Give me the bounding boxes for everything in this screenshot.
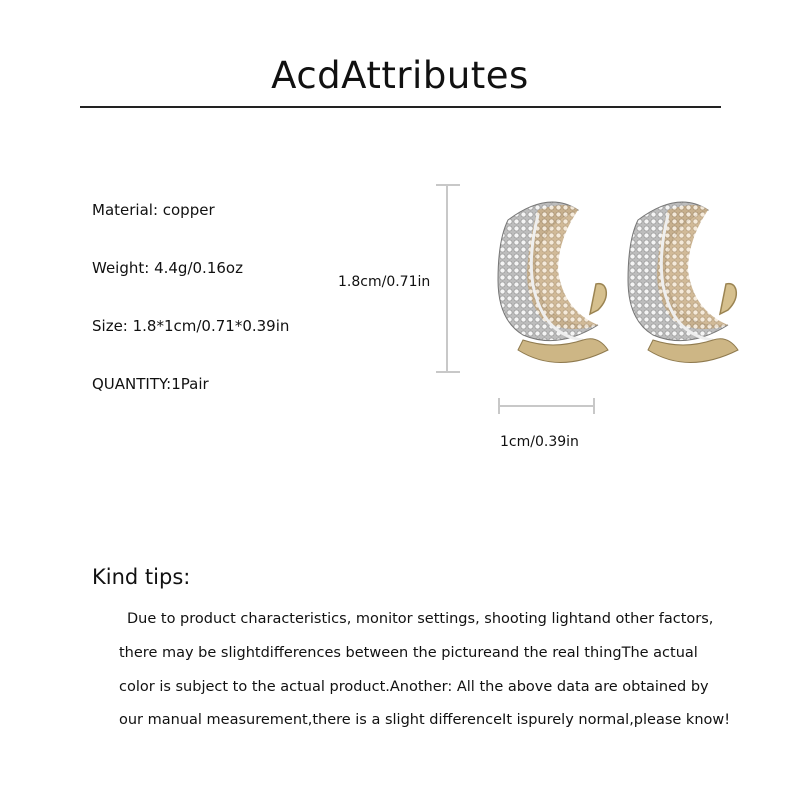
spec-quantity: QUANTITY:1Pair (92, 375, 209, 393)
tip-line-1: Due to product characteristics, monitor settings, shooting lightand other factors, (127, 611, 714, 627)
width-dimension-line (499, 398, 594, 414)
height-dimension-line (436, 185, 460, 372)
earring-right (628, 202, 738, 363)
kind-tips-title: Kind tips: (92, 565, 191, 589)
tip-line-3: color is subject to the actual product.Another: All the above data are obtained by (119, 679, 709, 695)
width-dimension-label: 1cm/0.39in (500, 434, 579, 450)
tip-line-2: there may be slightdifferences between the pictureand the real thingThe actual (119, 645, 698, 661)
height-dimension-label: 1.8cm/0.71in (338, 274, 431, 290)
earring-left (498, 202, 608, 363)
spec-size: Size: 1.8*1cm/0.71*0.39in (92, 317, 290, 335)
spec-material: Material: copper (92, 201, 215, 219)
spec-weight: Weight: 4.4g/0.16oz (92, 259, 243, 277)
earrings-product-image (478, 190, 748, 380)
tip-line-4: our manual measurement,there is a slight differenceIt ispurely normal,please know! (119, 712, 731, 728)
page-title: AcdAttributes (271, 54, 529, 97)
